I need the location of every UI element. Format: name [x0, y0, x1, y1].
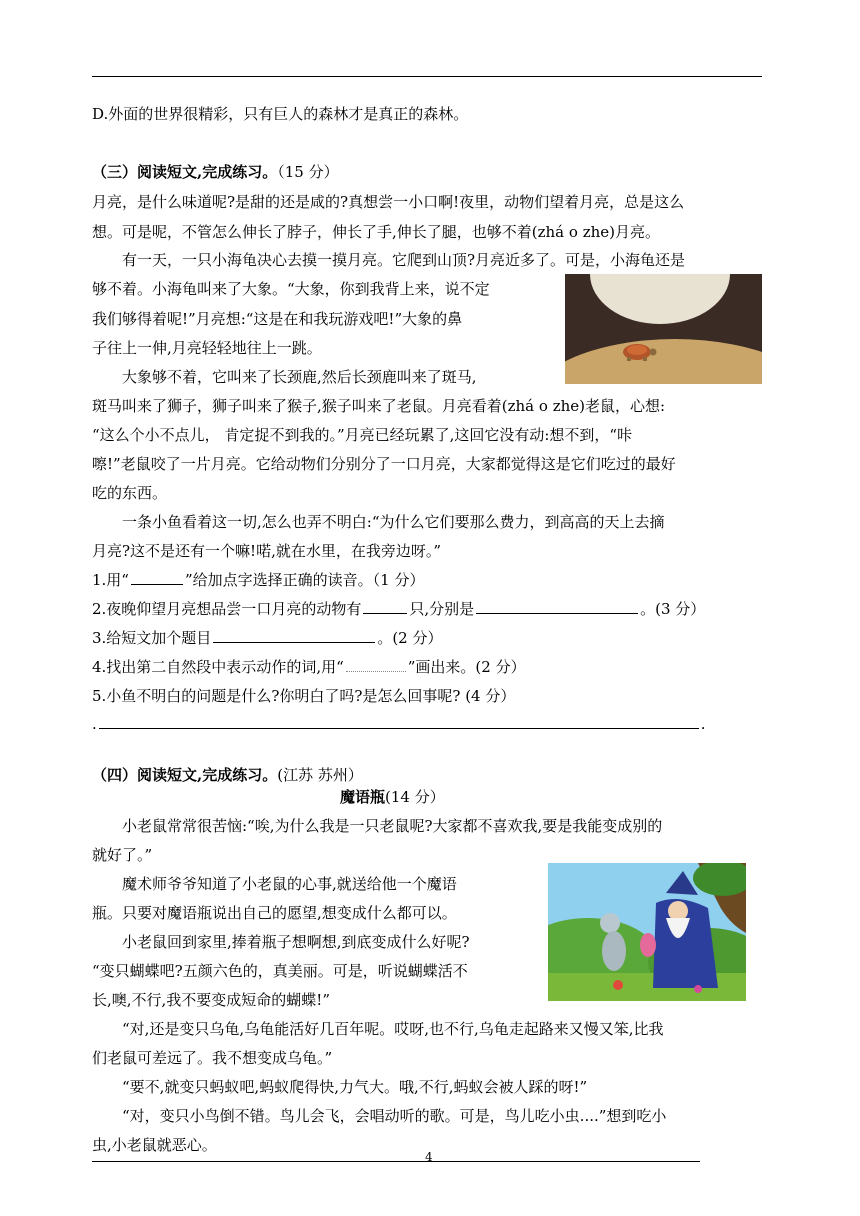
paragraph-line: “变只蝴蝶吧?五颜六色的，真美丽。可是，听说蝴蝶活不 [92, 962, 468, 980]
paragraph-line: 月亮，是什么味道呢?是甜的还是咸的?真想尝一小口啊!夜里，动物们望着月亮，总是这么 [92, 193, 685, 211]
header-rule [92, 76, 762, 77]
paragraph-line: “对，变只小鸟倒不错。鸟儿会飞，会唱动听的歌。可是，鸟儿吃小虫....”想到吃小 [122, 1107, 667, 1125]
paragraph-line: “要不,就变只蚂蚁吧,蚂蚁爬得快,力气大。哦,不行,蚂蚁会被人踩的呀!” [122, 1078, 588, 1096]
answer-blank[interactable] [363, 599, 407, 614]
section-4-heading [92, 765, 363, 785]
paragraph-line: 小老鼠常常很苦恼:“唉,为什么我是一只老鼠呢?大家都不喜欢我,要是我能变成别的 [122, 817, 663, 835]
question-3-lead: 3.给短文加个题目 [92, 629, 212, 647]
magician-mouse-illustration [548, 863, 746, 1001]
question-2-mid: 只,分别是 [409, 600, 475, 618]
paragraph-line: 想。可是呢，不管怎么伸长了脖子，伸长了手,伸长了腿，也够不着(zhá o zhe)月亮。 [92, 223, 660, 241]
answer-blank[interactable] [476, 599, 638, 614]
question-4-text: ”画出来。(2 分） [407, 658, 526, 676]
question-4-lead: 4.找出第二自然段中表示动作的词,用“ [92, 658, 344, 676]
question-2-lead: 2.夜晚仰望月亮想品尝一口月亮的动物有 [92, 600, 362, 618]
answer-blank[interactable] [131, 570, 183, 585]
question-3 [92, 628, 442, 648]
question-1-lead: 1.用“ [92, 571, 129, 589]
story-title-main: 魔语瓶 [340, 788, 386, 806]
question-2 [92, 599, 705, 619]
paragraph-line: 虫,小老鼠就恶心。 [92, 1136, 217, 1154]
answer-blank[interactable] [213, 628, 375, 643]
answer-line[interactable] [99, 714, 699, 729]
answer-line-row [92, 714, 706, 734]
paragraph-line: “对,还是变只乌龟,乌龟能活好几百年呢。哎呀,也不行,乌龟走起路来又慢又笨,比我 [122, 1020, 664, 1038]
paragraph-line: 们老鼠可差远了。我不想变成乌龟。” [92, 1049, 333, 1067]
answer-line-start: . [92, 715, 97, 733]
question-3-score: 。(2 分） [377, 629, 443, 647]
page-number: 4 [425, 1150, 433, 1164]
paragraph-line: 斑马叫来了狮子，狮子叫来了猴子,猴子叫来了老鼠。月亮看着(zhá o zhe)老鼠，心想: [92, 397, 666, 415]
question-5: 5.小鱼不明白的问题是什么?你明白了吗?是怎么回事呢? (4 分） [92, 687, 516, 705]
paragraph-line: “这么个小不点儿， 肯定捉不到我的。”月亮已经玩累了,这回它没有动:想不到，“咔 [92, 426, 633, 444]
question-4 [92, 657, 526, 677]
paragraph-line: 我们够得着呢!”月亮想:“这是在和我玩游戏吧!”大象的鼻 [92, 310, 463, 328]
story-title-score: (14 分） [385, 788, 445, 806]
paragraph-line: 够不着。小海龟叫来了大象。“大象，你到我背上来，说不定 [92, 280, 490, 298]
section-3-score: （15 分） [277, 163, 339, 181]
paragraph-line: 魔术师爷爷知道了小老鼠的心事,就送给他一个魔语 [122, 875, 457, 893]
option-d-line: D.外面的世界很精彩，只有巨人的森林才是真正的森林。 [92, 105, 469, 123]
paragraph-line: 瓶。只要对魔语瓶说出自己的愿望,想变成什么都可以。 [92, 904, 457, 922]
section-4-source: (江苏 苏州） [277, 766, 363, 784]
paragraph-line: 长,噢,不行,我不要变成短命的蝴蝶!” [92, 991, 331, 1009]
story-title [340, 787, 445, 807]
paragraph-line: 嚓!”老鼠咬了一片月亮。它给动物们分别分了一口月亮，大家都觉得这是它们吃过的最好 [92, 455, 676, 473]
paragraph-line: 有一天，一只小海龟决心去摸一摸月亮。它爬到山顶?月亮近多了。可是，小海龟还是 [122, 251, 686, 269]
paragraph-line: 子往上一伸,月亮轻轻地往上一跳。 [92, 339, 322, 357]
wavy-underline-mark [346, 661, 406, 672]
section-3-heading [92, 162, 339, 182]
section-3-title: （三）阅读短文,完成练习。 [92, 163, 278, 181]
paragraph-line: 一条小鱼看着这一切,怎么也弄不明白:“为什么它们要那么费力，到高高的天上去摘 [122, 513, 665, 531]
paragraph-line: 就好了。” [92, 846, 153, 864]
moon-turtle-illustration [565, 274, 762, 384]
footer-rule [92, 1161, 700, 1162]
answer-line-end: . [700, 715, 706, 733]
paragraph-line: 小老鼠回到家里,捧着瓶子想啊想,到底变成什么好呢? [122, 933, 470, 951]
question-1-text: ”给加点字选择正确的读音。（1 分） [184, 571, 425, 589]
paragraph-line: 吃的东西。 [92, 484, 168, 502]
paragraph-line: 大象够不着，它叫来了长颈鹿,然后长颈鹿叫来了斑马, [122, 368, 477, 386]
section-4-title: （四）阅读短文,完成练习。 [92, 766, 278, 784]
paragraph-line: 月亮?这不是还有一个嘛!喏,就在水里，在我旁边呀。” [92, 542, 442, 560]
question-2-score: 。(3 分） [640, 600, 706, 618]
question-1 [92, 570, 424, 590]
